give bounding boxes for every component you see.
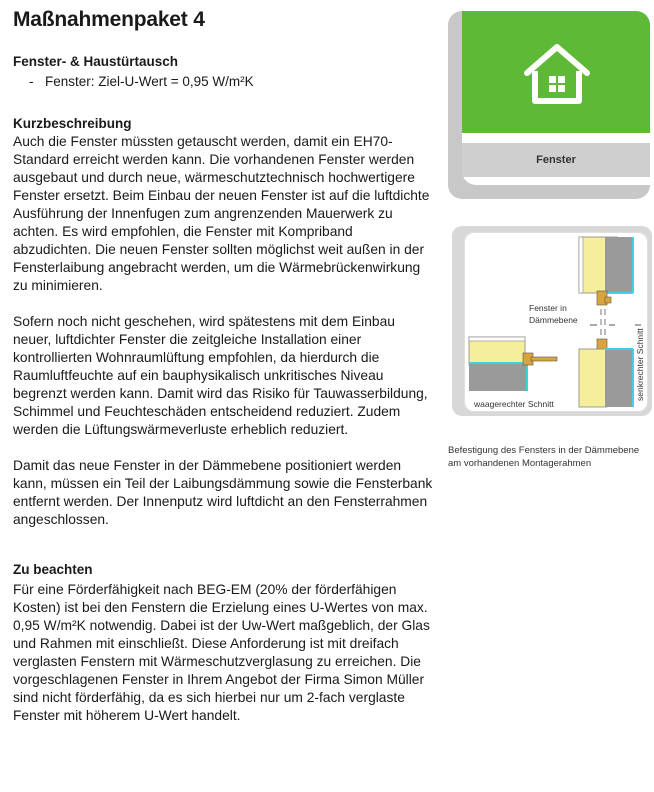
card-body <box>462 11 650 185</box>
measure-bullet-text: Fenster: Ziel-U-Wert = 0,95 W/m²K <box>45 74 254 89</box>
window-figure <box>452 226 652 416</box>
label-vertical: senkrechter Schnitt <box>635 328 645 401</box>
summary-heading: Kurzbeschreibung <box>13 116 132 131</box>
summary-section <box>13 115 433 529</box>
notes-section <box>13 561 433 725</box>
summary-paragraph-1: Auch die Fenster müssten getauscht werden, damit ein EH70-Standard erreicht werden kann. Die vorhandenen Fenster werden ausgebaut und durch neue, wärmeschutztechnisch hochwertigere Fenster ersetzt. Beim Einbau der neuen Fenster ist auf die luftdichte Ausführung der Innenfugen zum angrenzenden Mauerwerk zu achten. Es wird empfohlen, die Fenster mit Kompriband abzudichten. Die neuen Fenster sollten möglichst weit außen in der Fensterlaibung angebracht werden, um die Wärmebrückenwirkung zu minimieren. <box>13 134 430 293</box>
figure-drawing <box>464 232 648 412</box>
measure-heading: Fenster- & Haustürtausch <box>13 54 179 69</box>
bullet-dash: - <box>29 74 34 89</box>
window-section-diagram <box>465 233 647 411</box>
card-label: Fenster <box>462 143 650 177</box>
page-title: Maßnahmenpaket 4 <box>13 8 205 31</box>
measure-bullet <box>29 73 433 91</box>
notes-paragraph: Für eine Förderfähigkeit nach BEG-EM (20% der förderfähigen Kosten) ist bei den Fenstern die Erzielung eines U-Wertes von max. 0,95 W/m²K notwendig. Dabei ist der Uw-Wert maßgeblich, der Glas und Rahmen mit einschließt. Diese Anforderung ist mit dreifach verglasten Fenstern mit Wärmeschutzverglasung zu erreichen. Die vorgeschlagenen Fenster in Ihrem Angebot der Firma Simon Müller sind nicht förderfähig, da es sich hierbei nur um 2-fach verglaste Fenster mit höherem U-Wert handelt. <box>13 582 430 723</box>
notes-heading: Zu beachten <box>13 562 93 577</box>
house-icon <box>522 41 592 105</box>
figure-caption: Befestigung des Fensters in der Dämmebene am vorhandenen Montagerahmen <box>448 445 640 469</box>
label-window-line2: Dämmebene <box>529 315 578 325</box>
summary-paragraph-3: Damit das neue Fenster in der Dämmebene positioniert werden kann, müssen ein Teil der Laibungsdämmung sowie die Fensterbank entfernt werden. Der Innenputz wird luftdicht an den Fensterrahmen angeschlossen. <box>13 458 433 527</box>
main-content <box>13 8 433 725</box>
card-icon-area <box>462 11 650 133</box>
summary-paragraph-2: Sofern noch nicht geschehen, wird spätestens mit dem Einbau neuer, luftdichter Fenster die zeitgleiche Installation einer kontrollierten Wohnraumlüftung empfohlen, da hierdurch die Raumluftfeuchte auf ein bauphysikalisch unkritisches Niveau begrenzt werden kann. Damit wird das Risiko für Tauwasserbildung, Schimmel und Feuchteschäden entscheidend reduziert. Zudem werden die Lüftungswärmeverluste erheblich reduziert. <box>13 314 428 437</box>
label-horizontal: waagerechter Schnitt <box>474 399 554 409</box>
label-window-line1: Fenster in <box>529 303 567 313</box>
measure-card <box>448 11 650 199</box>
